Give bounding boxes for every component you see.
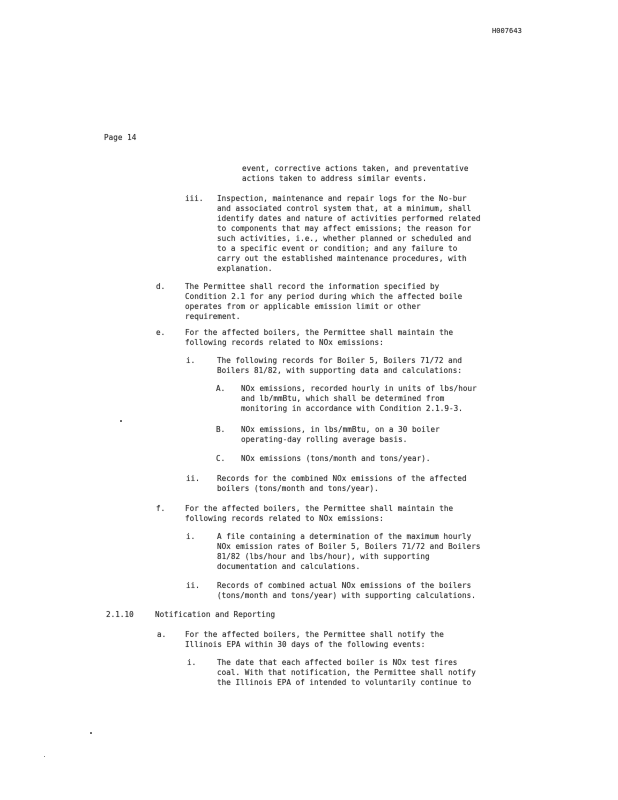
item-d-line-3: operates from or applicable emission limit or other: [185, 302, 421, 311]
item-d-line-1: The Permittee shall record the information specified by: [185, 282, 440, 291]
section-heading: Notification and Reporting: [155, 610, 276, 619]
item-e-ii-number: ii.: [186, 474, 200, 483]
item-a-line-2: Illinois EPA within 30 days of the following events:: [185, 640, 426, 649]
continued-text-line-2: actions taken to address similar events.: [242, 174, 427, 183]
item-d-number: d.: [156, 282, 166, 291]
item-e-i-b-line-1: NOx emissions, in lbs/mmBtu, on a 30 boiler: [241, 425, 440, 434]
item-e-ii-line-1: Records for the combined NOx emissions of the affected: [217, 474, 467, 483]
item-e-i-a-number: A.: [216, 384, 226, 393]
item-e-i-c-number: C.: [216, 454, 226, 463]
item-e-line-2: following records related to NOx emissions:: [185, 338, 384, 347]
item-a-i-number: i.: [187, 658, 197, 667]
item-a-i-line-1: The date that each affected boiler is NOx test fires: [217, 658, 458, 667]
item-e-number: e.: [156, 328, 166, 337]
scan-speck: [90, 732, 92, 734]
item-f-ii-line-2: (tons/month and tons/year) with supporting calculations.: [217, 591, 476, 600]
item-a-number: a.: [157, 630, 167, 639]
item-e-i-number: i.: [186, 356, 196, 365]
item-a-line-1: For the affected boilers, the Permittee shall notify the: [185, 630, 444, 639]
item-f-line-2: following records related to NOx emissions:: [185, 514, 384, 523]
section-number: 2.1.10: [106, 610, 134, 619]
scan-speck: [120, 420, 122, 422]
item-f-i-number: i.: [186, 532, 196, 541]
item-e-i-b-number: B.: [216, 425, 226, 434]
continued-text-line-1: event, corrective actions taken, and preventative: [242, 164, 469, 173]
item-f-i-line-1: A file containing a determination of the maximum hourly: [217, 532, 472, 541]
item-iii-line-8: explanation.: [217, 264, 273, 273]
scan-speck: [44, 756, 45, 757]
item-e-i-line-2: Boilers 81/82, with supporting data and calculations:: [217, 366, 462, 375]
item-iii-line-6: to a specific event or condition; and any failure to: [217, 244, 458, 253]
item-d-line-4: requirement.: [185, 312, 241, 321]
item-e-i-a-line-3: monitoring in accordance with Condition 2.1.9-3.: [241, 404, 463, 413]
item-d-line-2: Condition 2.1 for any period during which the affected boile: [185, 292, 463, 301]
item-f-i-line-3: 81/82 (lbs/hour and lbs/hour), with supporting: [217, 552, 430, 561]
item-iii-line-4: to components that may affect emissions; the reason for: [217, 224, 472, 233]
item-f-ii-line-1: Records of combined actual NOx emissions of the boilers: [217, 581, 472, 590]
item-f-i-line-4: documentation and calculations.: [217, 562, 361, 571]
item-iii-line-7: carry out the established maintenance procedures, with: [217, 254, 467, 263]
item-e-i-line-1: The following records for Boiler 5, Boilers 71/72 and: [217, 356, 462, 365]
item-e-i-a-line-2: and lb/mmBtu, which shall be determined from: [241, 394, 445, 403]
item-iii-number: iii.: [185, 194, 204, 203]
item-iii-line-3: identify dates and nature of activities performed related: [217, 214, 481, 223]
item-iii-line-2: and associated control system that, at a minimum, shall: [217, 204, 472, 213]
item-e-i-a-line-1: NOx emissions, recorded hourly in units of lbs/hour: [241, 384, 477, 393]
item-a-i-line-2: coal. With that notification, the Permittee shall notify: [217, 668, 476, 677]
document-id: H007643: [492, 27, 522, 35]
item-a-i-line-3: the Illinois EPA of intended to voluntarily continue to: [217, 678, 472, 687]
item-e-i-c-line-1: NOx emissions (tons/month and tons/year).: [241, 454, 431, 463]
item-e-line-1: For the affected boilers, the Permittee shall maintain the: [185, 328, 454, 337]
item-f-ii-number: ii.: [186, 581, 200, 590]
item-f-line-1: For the affected boilers, the Permittee shall maintain the: [185, 504, 454, 513]
item-e-ii-line-2: boilers (tons/month and tons/year).: [217, 484, 379, 493]
item-f-i-line-2: NOx emission rates of Boiler 5, Boilers 71/72 and Boilers: [217, 542, 481, 551]
item-e-i-b-line-2: operating-day rolling average basis.: [241, 435, 408, 444]
item-iii-line-1: Inspection, maintenance and repair logs for the No-bur: [217, 194, 467, 203]
page-number-label: Page 14: [104, 133, 137, 142]
item-f-number: f.: [156, 504, 166, 513]
item-iii-line-5: such activities, i.e., whether planned or scheduled and: [217, 234, 472, 243]
